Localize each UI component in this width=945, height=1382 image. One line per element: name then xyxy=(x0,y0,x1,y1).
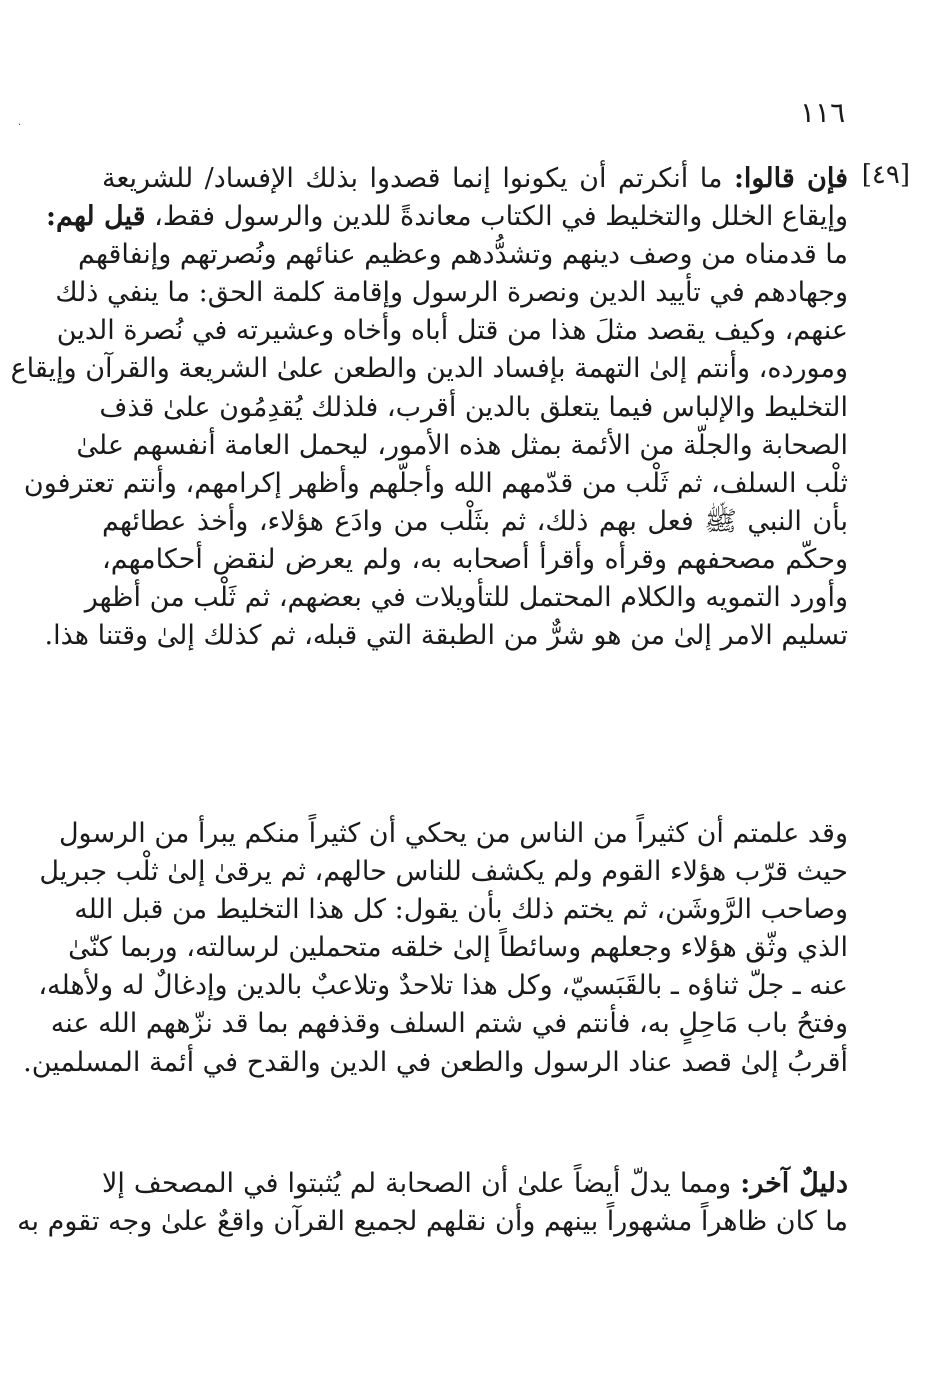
text-segment: وإيقاع الخلل والتخليط في الكتاب معاندةً للدين والرسول فقط، xyxy=(145,201,848,233)
text-line xyxy=(55,274,848,312)
text-segment: وحكّم مصحفهم وقرأه وأقرأ أصحابه به، ولم يعرض لنقض أحكامهم، xyxy=(102,543,848,575)
text-line xyxy=(39,853,848,891)
text-line xyxy=(23,465,848,503)
text-segment: ما قدمناه من وصف دينهم وتشدُّدهم وعظيم عنائهم ونُصرتهم وإنفاقهم xyxy=(78,239,848,271)
bold-lead: فإن قالوا: xyxy=(733,163,848,194)
text-line xyxy=(76,427,848,465)
text-segment: التخليط والإلباس فيما يتعلق بالدين أقرب، فلذلك يُقدِمُون علىٰ قذف xyxy=(99,391,848,423)
text-line xyxy=(102,503,848,541)
text-segment: ومما يدلّ أيضاً علىٰ أن الصحابة لم يُثبتوا في المصحف إلا xyxy=(102,1168,741,1199)
text-line xyxy=(68,929,848,967)
text-line xyxy=(102,541,848,579)
page-number: ١١٦ xyxy=(800,96,846,129)
paragraph-3 xyxy=(17,1165,848,1241)
text-line xyxy=(44,617,848,655)
text-segment: وقد علمتم أن كثيراً من الناس من يحكي أن كثيراً منكم يبرأ من الرسول xyxy=(58,818,848,849)
text-segment: وأورد التمويه والكلام المحتمل للتأويلات في بعضهم، ثم ثَلْب من أظهر xyxy=(84,582,848,614)
text-segment: حيث قرّب هؤلاء القوم ولم يكشف للناس حالهم، ثم يرقىٰ إلىٰ ثلْب جبريل xyxy=(39,856,848,888)
text-line xyxy=(46,198,848,236)
text-segment: وجهادهم في تأييد الدين ونصرة الرسول وإقامة كلمة الحق: ما ينفي ذلك xyxy=(55,277,848,309)
text-segment: الذي وثّق هؤلاء وجعلهم وسائطاً إلىٰ خلقه متحملين لرسالته، وربما كنّىٰ xyxy=(68,932,848,964)
text-line xyxy=(74,891,848,929)
text-line xyxy=(23,1044,848,1082)
text-segment: أقربُ إلىٰ قصد عناد الرسول والطعن في الدين والقدح في أئمة المسلمين. xyxy=(23,1046,848,1078)
text-segment: ثلْب السلف، ثم ثَلْب من قدّمهم الله وأجلّهم وأظهر إكرامهم، وأنتم تعترفون xyxy=(23,467,848,499)
text-line xyxy=(58,815,848,853)
text-segment: بأن النبي ﷺ فعل بهم ذلك، ثم بثَلْب من وادَع هؤلاء، وأخذ عطائهم xyxy=(102,505,848,537)
text-line xyxy=(10,350,848,388)
text-segment: عنه ـ جلّ ثناؤه ـ بالقَبَسيّ، وكل هذا تلاحدٌ وتلاعبٌ بالدين وإدغالٌ له ولأهله، xyxy=(38,970,848,1002)
text-segment: ومورده، وأنتم إلىٰ التهمة بإفساد الدين والطعن علىٰ الشريعة والقرآن وإيقاع xyxy=(10,353,848,385)
text-line xyxy=(17,1203,848,1241)
text-line xyxy=(84,579,848,617)
paragraph-2 xyxy=(23,815,848,1082)
text-line xyxy=(50,1005,848,1043)
text-line xyxy=(38,967,848,1005)
text-line xyxy=(102,160,848,198)
text-segment: وفتحُ باب مَاحِلٍ به، فأنتم في شتم السلف وقذفهم بما قد نزّههم الله عنه xyxy=(50,1008,848,1040)
text-segment: ما أنكرتم أن يكونوا إنما قصدوا بذلك الإفساد/ للشريعة xyxy=(102,163,734,194)
text-line xyxy=(78,236,848,274)
text-segment: وصاحب الرَّوشَن، ثم يختم ذلك بأن يقول: كل هذا التخليط من قبل الله xyxy=(74,894,848,926)
paragraph-marker: [٤٩] xyxy=(861,160,910,190)
text-segment: الصحابة والجلّة من الأئمة بمثل هذه الأمور، ليحمل العامة أنفسهم علىٰ xyxy=(76,429,848,461)
text-segment: تسليم الامر إلىٰ من هو شرٌّ من الطبقة التي قبله، ثم كذلك إلىٰ وقتنا هذا. xyxy=(44,620,848,652)
paragraph-1 xyxy=(10,160,848,655)
text-line xyxy=(102,1165,848,1203)
bold-lead: قيل لهم: xyxy=(46,201,146,233)
text-line xyxy=(99,389,848,427)
scan-dot: · xyxy=(18,120,22,131)
text-segment: عنهم، وكيف يقصد مثلَ هذا من قتل أباه وأخاه وعشيرته في نُصرة الدين xyxy=(56,315,848,347)
text-line xyxy=(56,312,848,350)
text-segment: ما كان ظاهراً مشهوراً بينهم وأن نقلهم لجميع القرآن واقعٌ علىٰ وجه تقوم به xyxy=(17,1206,848,1238)
bold-lead: دليلٌ آخر: xyxy=(740,1168,848,1199)
